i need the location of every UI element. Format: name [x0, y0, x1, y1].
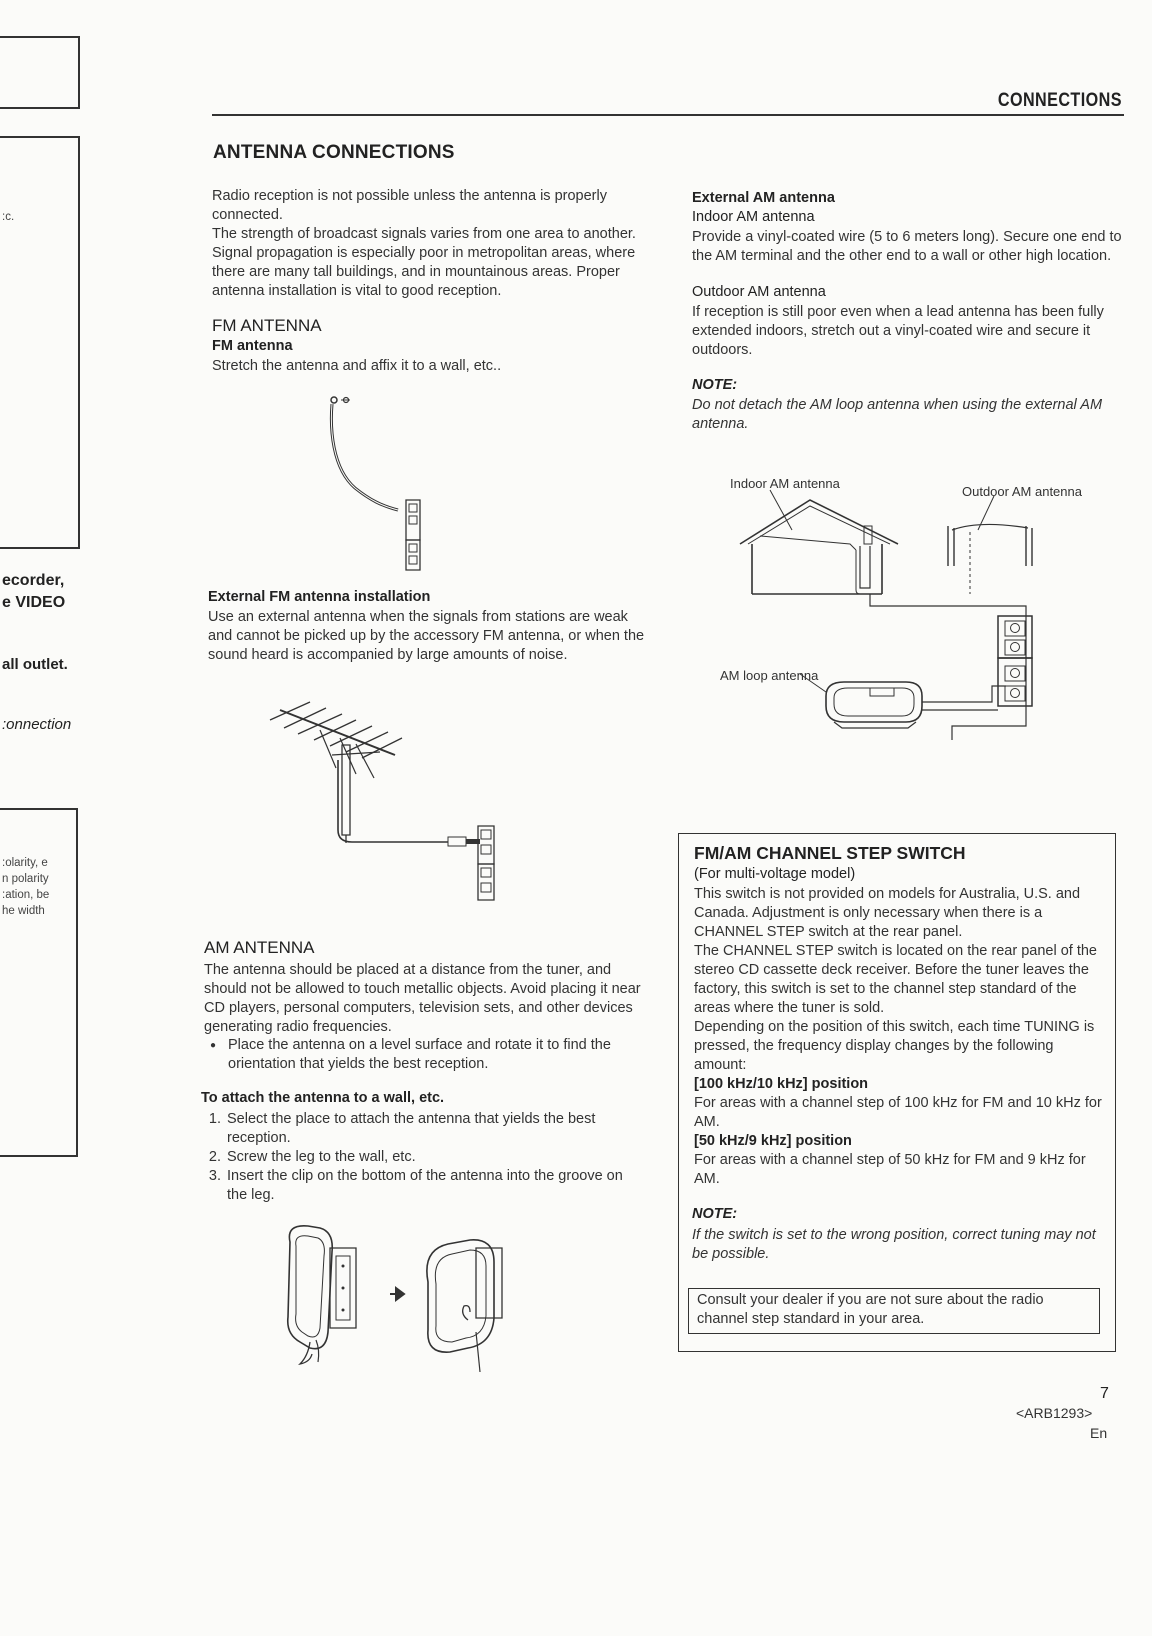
note-label: NOTE:	[692, 377, 738, 393]
margin-fragment: n polarity	[2, 873, 49, 885]
position-50-text: For areas with a channel step of 50 kHz for FM and 9 kHz for AM.	[694, 1152, 1086, 1187]
margin-rule	[0, 808, 78, 810]
step-switch-body	[694, 885, 1102, 1189]
margin-fragment: e VIDEO	[2, 594, 66, 611]
step-note-label: NOTE:	[692, 1206, 738, 1222]
step-switch-p2: The CHANNEL STEP switch is located on the rear panel of the stereo CD cassette deck receiver. Before the tuner leaves the factory, this switch is set to the channel step standard of the areas where the tuner is sold.	[694, 943, 1097, 1016]
outdoor-am-text: If reception is still poor even when a lead antenna has been fully extended indoors, stretch out a vinyl-coated wire and secure it outdoors.	[692, 304, 1104, 358]
margin-fragment: :c.	[2, 211, 15, 223]
margin-rule	[78, 36, 80, 108]
step-switch-heading: FM/AM CHANNEL STEP SWITCH	[694, 843, 966, 863]
list-item: 3. Insert the clip on the bottom of the antenna into the groove on the leg.	[225, 1167, 641, 1205]
language-code: En	[1090, 1425, 1108, 1441]
page-title: ANTENNA CONNECTIONS	[213, 142, 455, 163]
margin-fragment: :olarity, e	[2, 857, 48, 869]
am-external-diagram	[730, 490, 1060, 750]
external-fm-heading: External FM antenna installation	[208, 589, 431, 605]
external-am-heading: External AM antenna	[692, 190, 835, 206]
list-item: 1. Select the place to attach the antenna that yields the best reception.	[225, 1110, 641, 1148]
am-loop-label: AM loop antenna	[720, 668, 819, 683]
attach-steps	[201, 1110, 641, 1205]
margin-rule	[0, 36, 80, 38]
step-switch-p1: This switch is not provided on models for Australia, U.S. and Canada. Adjustment is only necessary when there is a CHANNEL STEP switch at the rear panel.	[694, 886, 1081, 940]
margin-rule	[76, 808, 78, 1156]
yagi-antenna-illustration	[270, 700, 520, 905]
page-number: 7	[1100, 1385, 1109, 1402]
position-100-text: For areas with a channel step of 100 kHz for FM and 10 kHz for AM.	[694, 1095, 1102, 1130]
margin-rule	[78, 136, 80, 548]
margin-fragment: :onnection	[2, 716, 72, 733]
am-bullet: ● Place the antenna on a level surface and rotate it to find the orientation that yields the best reception.	[204, 1036, 641, 1074]
margin-fragment: :ation, be	[2, 889, 50, 901]
indoor-am-heading: Indoor AM antenna	[692, 209, 815, 225]
margin-rule	[0, 547, 80, 549]
list-item: 2. Screw the leg to the wall, etc.	[225, 1148, 641, 1167]
attach-heading: To attach the antenna to a wall, etc.	[201, 1090, 445, 1106]
fm-subheading: FM antenna	[212, 338, 293, 354]
section-header: CONNECTIONS	[997, 90, 1122, 111]
margin-rule	[0, 136, 80, 138]
step-switch-p3: Depending on the position of this switch, each time TUNING is pressed, the frequency display changes by the following amount:	[694, 1019, 1095, 1073]
margin-fragment: ecorder,	[2, 572, 65, 589]
strength-text: The strength of broadcast signals varies from one area to another. Signal propagation is especially poor in metropolitan areas, where there are many tall buildings, and in mountainous areas. Proper antenna installation is vital to good reception.	[212, 226, 636, 299]
indoor-am-text: Provide a vinyl-coated wire (5 to 6 meters long). Secure one end to the AM terminal and the other end to a wall or other high location.	[692, 229, 1122, 264]
position-100-heading: [100 kHz/10 kHz] position	[694, 1076, 869, 1092]
margin-fragment: all outlet.	[2, 656, 68, 673]
position-50-heading: [50 kHz/9 kHz] position	[694, 1133, 852, 1149]
note-text: Do not detach the AM loop antenna when using the external AM antenna.	[692, 397, 1103, 432]
fm-text: Stretch the antenna and affix it to a wall, etc..	[212, 358, 502, 374]
consult-box: Consult your dealer if you are not sure about the radio channel step standard in your area.	[688, 1288, 1100, 1334]
am-text: The antenna should be placed at a distance from the tuner, and should not be allowed to touch metallic objects. Avoid placing it near CD players, personal computers, television sets, and other devices generating radio frequencies.	[204, 962, 641, 1035]
margin-fragment: he width	[2, 905, 45, 917]
outdoor-am-label: Outdoor AM antenna	[962, 484, 1082, 499]
margin-rule	[0, 1155, 78, 1157]
intro-paragraph	[212, 187, 648, 301]
fm-antenna-illustration	[310, 388, 440, 573]
indoor-am-label: Indoor AM antenna	[730, 476, 840, 491]
am-heading: AM ANTENNA	[204, 938, 315, 957]
outdoor-am-heading: Outdoor AM antenna	[692, 284, 826, 300]
intro-text: Radio reception is not possible unless the antenna is properly connected.	[212, 188, 607, 223]
document-code: <ARB1293>	[1016, 1405, 1093, 1421]
step-note-text: If the switch is set to the wrong position, correct tuning may not be possible.	[692, 1227, 1096, 1262]
loop-attach-illustration	[280, 1222, 530, 1372]
header-rule	[212, 114, 1124, 116]
fm-heading: FM ANTENNA	[212, 316, 322, 335]
external-fm-text: Use an external antenna when the signals from stations are weak and cannot be picked up by the accessory FM antenna, or when the sound heard is accompanied by large amounts of noise.	[208, 609, 645, 663]
step-switch-subtitle: (For multi-voltage model)	[694, 866, 856, 882]
margin-rule	[0, 107, 80, 109]
